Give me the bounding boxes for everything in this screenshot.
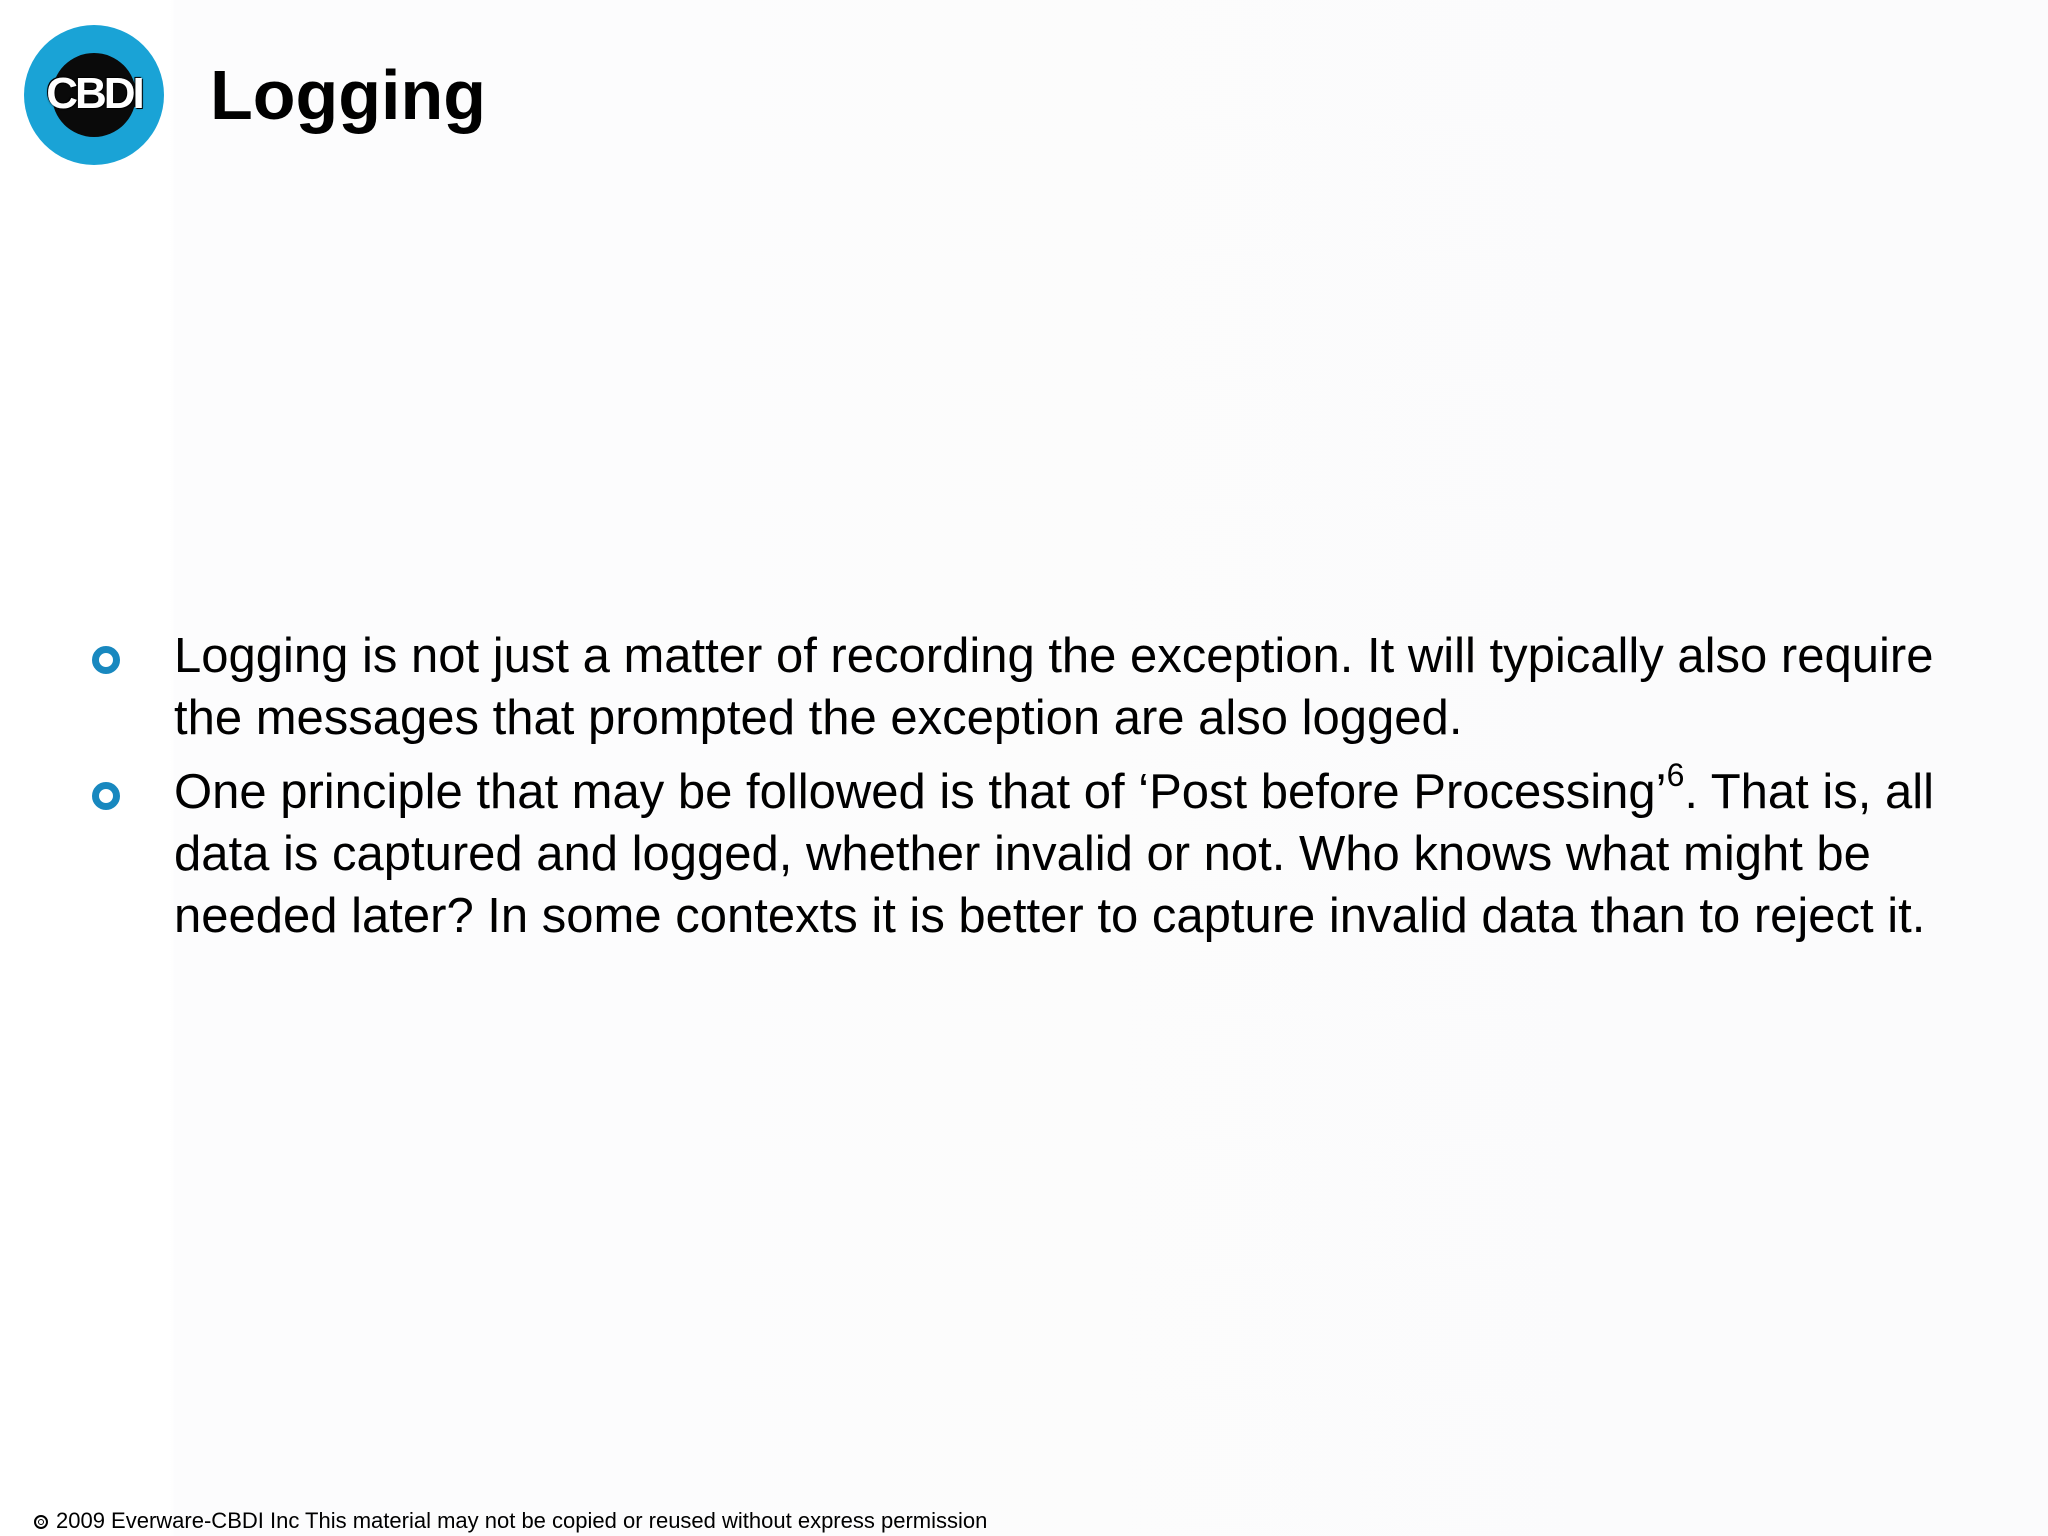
footer xyxy=(34,1508,987,1534)
ring-bullet-icon xyxy=(92,782,120,810)
bullet-text-end: . That is, all data is captured and logged, whether invalid or not. Who knows what might be needed later? In some contexts it is better to capture invalid data than to reject it. xyxy=(174,765,1935,943)
logo-text: CBDI xyxy=(46,69,142,118)
footnote-marker: 6 xyxy=(1666,757,1685,793)
slide-title: Logging xyxy=(210,56,487,134)
bullet-text: Logging is not just a matter of recording the exception. It will typically also require the messages that prompted the exception are also logged. xyxy=(174,629,1934,745)
bullet-item xyxy=(86,757,1946,947)
ring-bullet-icon xyxy=(92,646,120,674)
footer-text: 2009 Everware-CBDI Inc This material may not be copied or reused without express permission xyxy=(56,1508,988,1533)
bullet-list xyxy=(86,625,1946,959)
cbdi-logo xyxy=(24,25,164,165)
copyright-icon xyxy=(34,1515,48,1529)
bullet-item xyxy=(86,625,1946,749)
bullet-text-start: One principle that may be followed is that of ‘Post before Processing’ xyxy=(174,765,1667,819)
